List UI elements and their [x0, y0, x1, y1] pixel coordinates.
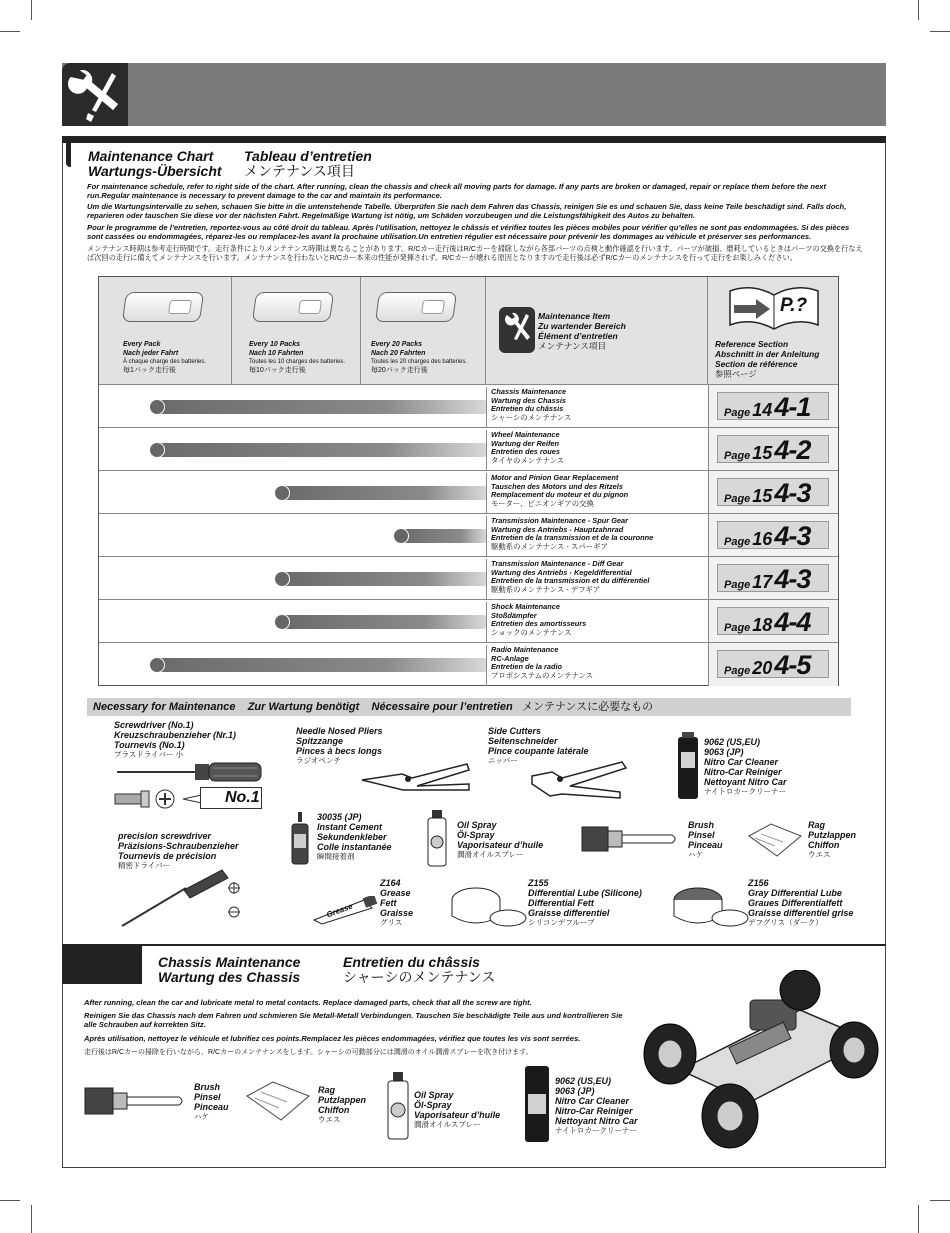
interval-start-dot — [393, 528, 409, 544]
page-reference[interactable]: Page 17 4-3 — [717, 564, 829, 592]
maintenance-text-jp: メンテナンス時期は参考走行時間です。走行条件によりメンテナンス時期は異なることがあります。R/Cカー走行後はR/Cカーを掃除しながら各部パーツの点検と動作確認を行います。パーツが破損、磨耗しているときはパーツの交換を行なえば次回の走行に備えてメンテナンスを行います。メンテナンスを行わないとR/Cカー本来の性能が発揮されず、R/Cカーが壊れる原因となりますので走行後は必ずR/Cカーのメンテナンスを行って走行をお楽しみください。 — [87, 244, 863, 262]
freq-header-3: Every 20 Packs Nach 20 Fahrten Toutes les 20 charges des batteries. 毎20パック走行後 — [361, 277, 486, 384]
section-marker — [66, 143, 71, 167]
maintenance-item: Transmission Maintenance - Spur Gear Wartung des Antriebs - Hauptzahnrad Entretien de la transmission et de la couronne 駆動系のメンテナンス - スパーギア — [486, 516, 708, 557]
wrench-screwdriver-icon — [62, 63, 128, 126]
interval-bar — [282, 486, 486, 500]
tool-difflube-label: Z155 Differential Lube (Silicone) Differential Fett Graisse differentiel シリコンデフルーブ — [528, 878, 642, 927]
interval-start-dot — [274, 614, 290, 630]
maintenance-title-de: Wartungs-Übersicht — [88, 163, 222, 179]
ref-header — [708, 277, 838, 384]
maintenance-text-de: Um die Wartungsintervalle zu sehen, schauen Sie bitte in die untenstehende Tabelle. Überprüfen Sie nach dem Fahren das Chassis, reinigen Sie es und schauen Sie, dass keine Teile beschädigt sind. Falls doch, reparieren oder tauschen Sie diese vor der nächsten Fahrt. Regelmäßige Wartung ist nötig, um Schäden vorzubeugen und die Leistungsfähigkeit des Autos zu behalten. — [87, 202, 847, 220]
interval-bar — [282, 615, 486, 629]
chassis-title-en: Chassis Maintenance — [158, 954, 301, 970]
interval-bar — [282, 572, 486, 586]
crop-mark — [0, 1200, 20, 1201]
rag-icon — [745, 822, 803, 863]
reference-cell — [708, 514, 838, 557]
freq-header-1: Every Pack Nach jeder Fahrt À chaque charge des batteries. 毎1パック走行後 — [99, 277, 232, 384]
necessary-title-jp: メンテナンスに必要なもの — [521, 701, 654, 713]
chart-row — [99, 427, 838, 470]
tool-cement-label: 30035 (JP) Instant Cement Sekundenkleber Colle instantanée 瞬間接着剤 — [317, 812, 392, 861]
ref-header-fr: Section de référence — [715, 359, 798, 369]
maintenance-title-fr: Tableau d’entretien — [244, 148, 372, 164]
maintenance-item: Motor and Pinion Gear Replacement Tauschen des Motors und des Ritzels Remplacement du moteur et du pignon モーター、ピニオンギアの交換 — [486, 473, 708, 514]
tool-screwdriver-label: Screwdriver (No.1) Kreuzschraubenzieher (Nr.1) Tournevis (No.1) プラスドライバー 小 — [114, 720, 237, 759]
brush-icon — [580, 825, 680, 858]
maintenance-item: Radio Maintenance RC-Anlage Entretien de la radio プロポシステムのメンテナンス — [486, 645, 708, 686]
tool-cleaner-label: 9062 (US,EU) 9063 (JP) Nitro Car Cleaner Nitro-Car Reiniger Nettoyant Nitro Car ナイトロカークリーナー — [704, 737, 787, 796]
chart-row — [99, 556, 838, 599]
tool-precision-label: precision screwdriver Präzisions-Schraubenzieher Tournevis de précision 精密ドライバー — [118, 831, 239, 870]
precision-screwdriver-icon — [118, 868, 258, 935]
chassis-text-jp: 走行後はR/Cカーの掃除を行いながら、R/Cカーのメンテナンスをします。シャーシの可動部分には潤滑のオイル潤滑スプレーを吹き付けます。 — [84, 1049, 533, 1056]
interval-bar — [157, 658, 486, 672]
interval-start-dot — [274, 571, 290, 587]
wrench-screwdriver-icon — [499, 307, 535, 353]
ref-header-en: Reference Section — [715, 339, 789, 349]
page-reference[interactable]: Page 16 4-3 — [717, 521, 829, 549]
page-reference[interactable]: Page 15 4-2 — [717, 435, 829, 463]
chart-row — [99, 384, 838, 427]
item-header-jp: メンテナンス項目 — [538, 341, 607, 351]
chassis-text-de: Reinigen Sie das Chassis nach dem Fahren und schmieren Sie Metall-Metall Verbindungen. Tauschen Sie beschädigte Teile aus und kontrollieren Sie alle Schrauben auf korrekten Sitz. — [84, 1011, 623, 1029]
necessary-header — [87, 698, 851, 716]
section-rule — [62, 136, 886, 143]
tool-pliers-label: Needle Nosed Pliers Spitzzange Pinces à becs longs ラジオペンチ — [296, 726, 383, 765]
page-reference[interactable]: Page 18 4-4 — [717, 607, 829, 635]
maintenance-item: Wheel Maintenance Wartung der Reifen Entretien des roues タイヤのメンテナンス — [486, 430, 708, 471]
brush-icon — [83, 1086, 187, 1121]
interval-start-dot — [149, 657, 165, 673]
item-header-de: Zu wartender Bereich — [538, 321, 626, 331]
crop-mark — [930, 1200, 950, 1201]
nitro-cleaner-can-icon — [525, 1066, 549, 1142]
tool-cutters-label: Side Cutters Seitenschneider Pince coupante latérale ニッパー — [488, 726, 589, 765]
reference-cell — [708, 643, 838, 686]
oil-spray-can-icon — [427, 810, 447, 868]
rag-icon — [243, 1078, 313, 1127]
chassis-section-tab — [62, 944, 142, 984]
chassis-title-fr: Entretien du châssis — [343, 954, 480, 970]
ref-header-de: Abschnitt in der Anleitung — [715, 349, 820, 359]
screwdriver-icon — [115, 760, 265, 789]
interval-start-dot — [149, 442, 165, 458]
page-reference[interactable]: Page 20 4-5 — [717, 650, 829, 678]
side-cutters-icon — [530, 758, 630, 805]
battery-pack-icon — [252, 292, 334, 322]
reference-cell — [708, 557, 838, 600]
crop-mark — [918, 1205, 919, 1233]
maintenance-text-en: For maintenance schedule, refer to right side of the chart. After running, clean the chassis and check all moving parts for damage. If any parts are broken or damaged, repair or replace them before the next run.Regular maintenance is necessary to prevent damage to the car and maintain its performance. — [87, 182, 827, 200]
reference-cell — [708, 428, 838, 471]
header-banner — [62, 63, 886, 126]
interval-start-dot — [149, 399, 165, 415]
necessary-title-de: Zur Wartung benötigt — [247, 701, 360, 713]
freq-header-2: Every 10 Packs Nach 10 Fahrten Toutes les 10 charges des batteries. 毎10パック走行後 — [232, 277, 361, 384]
ref-header-jp: 参照ページ — [715, 369, 757, 379]
page-reference[interactable]: Page 14 4-1 — [717, 392, 829, 420]
item-header — [486, 277, 708, 384]
interval-bar — [157, 400, 486, 414]
chart-row — [99, 513, 838, 556]
chassis-section-rule — [62, 944, 886, 946]
crop-mark — [31, 0, 32, 20]
crop-mark — [930, 31, 950, 32]
battery-pack-icon — [375, 292, 457, 322]
reference-cell — [708, 471, 838, 514]
necessary-title-en: Necessary for Maintenance — [93, 701, 236, 713]
reference-cell — [708, 385, 838, 428]
no1-badge: No.1 — [200, 787, 262, 809]
open-book-icon — [726, 283, 822, 331]
instant-cement-bottle-icon — [291, 812, 309, 866]
rc-car-chassis-illustration — [640, 970, 880, 1155]
item-header-en: Maintenance Item — [538, 311, 611, 321]
crop-mark — [918, 0, 919, 20]
chart-row — [99, 470, 838, 513]
interval-bar — [157, 443, 486, 457]
chassis-text-fr: Après utilisation, nettoyez le véhicule et lubrifiez ces points.Remplacez les pièces endommagées, vérifiez que toutes les vis sont serrées. — [84, 1034, 581, 1043]
necessary-title-fr: Nécessaire pour l’entretien — [371, 701, 513, 713]
maintenance-item: Chassis Maintenance Wartung des Chassis Entretien du châssis シャーシのメンテナンス — [486, 387, 708, 428]
chart-row — [99, 642, 838, 685]
interval-bar — [401, 529, 486, 543]
tool-rag-label: Rag Putzlappen Chiffon ウエス — [808, 820, 857, 859]
chassis-cleaner-label: 9062 (US,EU) 9063 (JP) Nitro Car Cleaner Nitro-Car Reiniger Nettoyant Nitro Car ナイトロカークリーナー — [555, 1076, 638, 1135]
chart-row — [99, 599, 838, 642]
crop-mark — [0, 31, 20, 32]
maintenance-item: Transmission Maintenance - Diff Gear Wartung des Antriebs - Kegeldifferential Entretien de la transmission et du différentiel 駆動系のメンテナンス - デフギア — [486, 559, 708, 600]
maintenance-title-en: Maintenance Chart — [88, 148, 214, 164]
nitro-cleaner-can-icon — [678, 737, 698, 799]
chassis-oil-label: Oil Spray Öl-Spray Vaporisateur d’huile 潤滑オイルスプレー — [414, 1090, 501, 1129]
reference-cell — [708, 600, 838, 643]
oil-spray-can-icon — [387, 1072, 409, 1142]
interval-start-dot — [274, 485, 290, 501]
crop-mark — [31, 1205, 32, 1233]
maintenance-chart — [98, 276, 839, 686]
maintenance-title-jp: メンテナンス項目 — [244, 163, 355, 179]
tool-brush-label: Brush Pinsel Pinceau ハケ — [688, 820, 723, 859]
grease-tube-icon: Grease — [312, 896, 378, 931]
diff-lube-jar-icon — [448, 880, 532, 935]
item-header-fr: Élément d’entretien — [538, 331, 618, 341]
needle-nose-pliers-icon — [360, 758, 470, 803]
chassis-title-jp: シャーシのメンテナンス — [343, 969, 496, 985]
maintenance-text-fr: Pour le programme de l’entretien, reportez-vous au côté droit du tableau. Après l’utilisation, nettoyez le châssis et vérifiez toutes les pièces mobiles pour vérifier qu’elles ne sont pas endommagées. Si des pièces sont cassées ou endommagées, réparez-les ou remplacez-les avant la prochaine utilisation.Un entretien régulier est nécessaire pour prévenir les dommages au véhicule et préserver ses performances. — [87, 223, 850, 241]
tool-grease-label: Z164 Grease Fett Graisse グリス — [380, 878, 414, 927]
ref-page-placeholder: P.? — [780, 295, 808, 316]
gray-diff-lube-jar-icon — [670, 880, 754, 935]
maintenance-item: Shock Maintenance Stoßdämpfer Entretien des amortisseurs ショックのメンテナンス — [486, 602, 708, 643]
chassis-brush-label: Brush Pinsel Pinceau ハケ — [194, 1082, 229, 1121]
tool-oil-label: Oil Spray Öl-Spray Vaporisateur d’huile 潤滑オイルスプレー — [457, 820, 544, 859]
battery-pack-icon — [122, 292, 204, 322]
tool-graylube-label: Z156 Gray Differential Lube Graues Differentialfett Graisse differentiel grise デフグリス（ダーク） — [748, 878, 854, 927]
chassis-title-de: Wartung des Chassis — [158, 969, 301, 985]
chassis-text-en: After running, clean the car and lubricate metal to metal contacts. Replace damaged parts, check that all the screw are tight. — [84, 998, 532, 1007]
page-reference[interactable]: Page 15 4-3 — [717, 478, 829, 506]
chassis-rag-label: Rag Putzlappen Chiffon ウエス — [318, 1085, 367, 1124]
